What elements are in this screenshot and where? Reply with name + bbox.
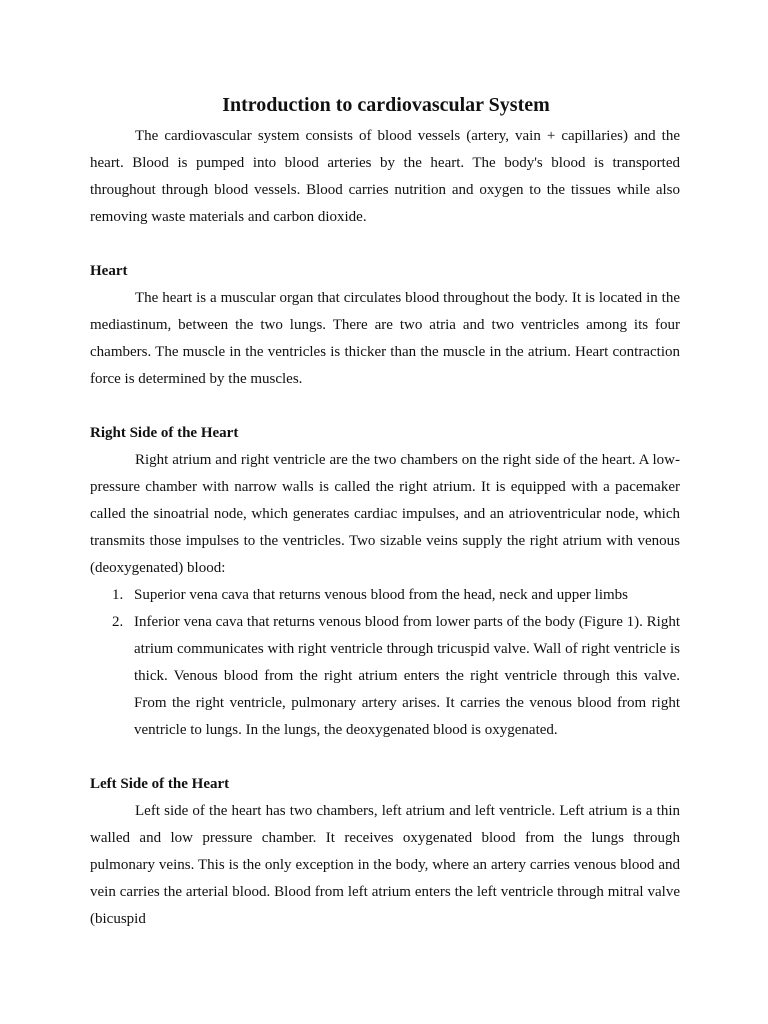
list-item-number: 1. (112, 587, 124, 603)
section-heading-left-side: Left Side of the Heart (90, 776, 230, 792)
intro-paragraph: The cardiovascular system consists of blood vessels (artery, vain + capillaries) and the heart. Blood is pumped into blood arteries by the heart. The body's blood is transported throughout through blood vessels. Blood carries nutrition and oxygen to the tissues while also removing waste materials and carbon dioxide. (90, 128, 680, 225)
list-item-text: Inferior vena cava that returns venous blood from lower parts of the body (Figure 1). Right atrium communicates with right ventricle through tricuspid valve. Wall of right ventricle is thick. Venous blood from the right atrium enters the right ventricle through this valve. From the right ventricle, pulmonary artery arises. It carries the venous blood from right ventricle to lungs. In the lungs, the deoxygenated blood is oxygenated. (134, 614, 680, 738)
document-title: Introduction to cardiovascular System (222, 94, 550, 116)
section-heading-heart: Heart (90, 263, 128, 279)
section-paragraph-heart: The heart is a muscular organ that circulates blood throughout the body. It is located in the mediastinum, between the two lungs. There are two atria and two ventricles among its four chambers. The muscle in the ventricles is thicker than the muscle in the atrium. Heart contraction force is determined by the muscles. (90, 290, 680, 387)
list-item (90, 609, 680, 744)
section-paragraph-right-side: Right atrium and right ventricle are the two chambers on the right side of the heart. A low-pressure chamber with narrow walls is called the right atrium. It is equipped with a pacemaker called the sinoatrial node, which generates cardiac impulses, and an atrioventricular node, which transmits those impulses to the ventricles. Two sizable veins supply the right atrium with venous (deoxygenated) blood: (90, 452, 680, 576)
list-item-number: 2. (112, 614, 124, 630)
section-paragraph-left-side: Left side of the heart has two chambers, left atrium and left ventricle. Left atrium is a thin walled and low pressure chamber. It receives oxygenated blood from the lungs through pulmonary veins. This is the only exception in the body, where an artery carries venous blood and vein carries the arterial blood. Blood from left atrium enters the left ventricle through mitral valve (bicuspid (90, 803, 680, 927)
vena-cava-list (90, 582, 680, 744)
list-item-text: Superior vena cava that returns venous blood from the head, neck and upper limbs (134, 587, 629, 603)
section-heading-right-side: Right Side of the Heart (90, 425, 239, 441)
list-item (90, 582, 680, 609)
